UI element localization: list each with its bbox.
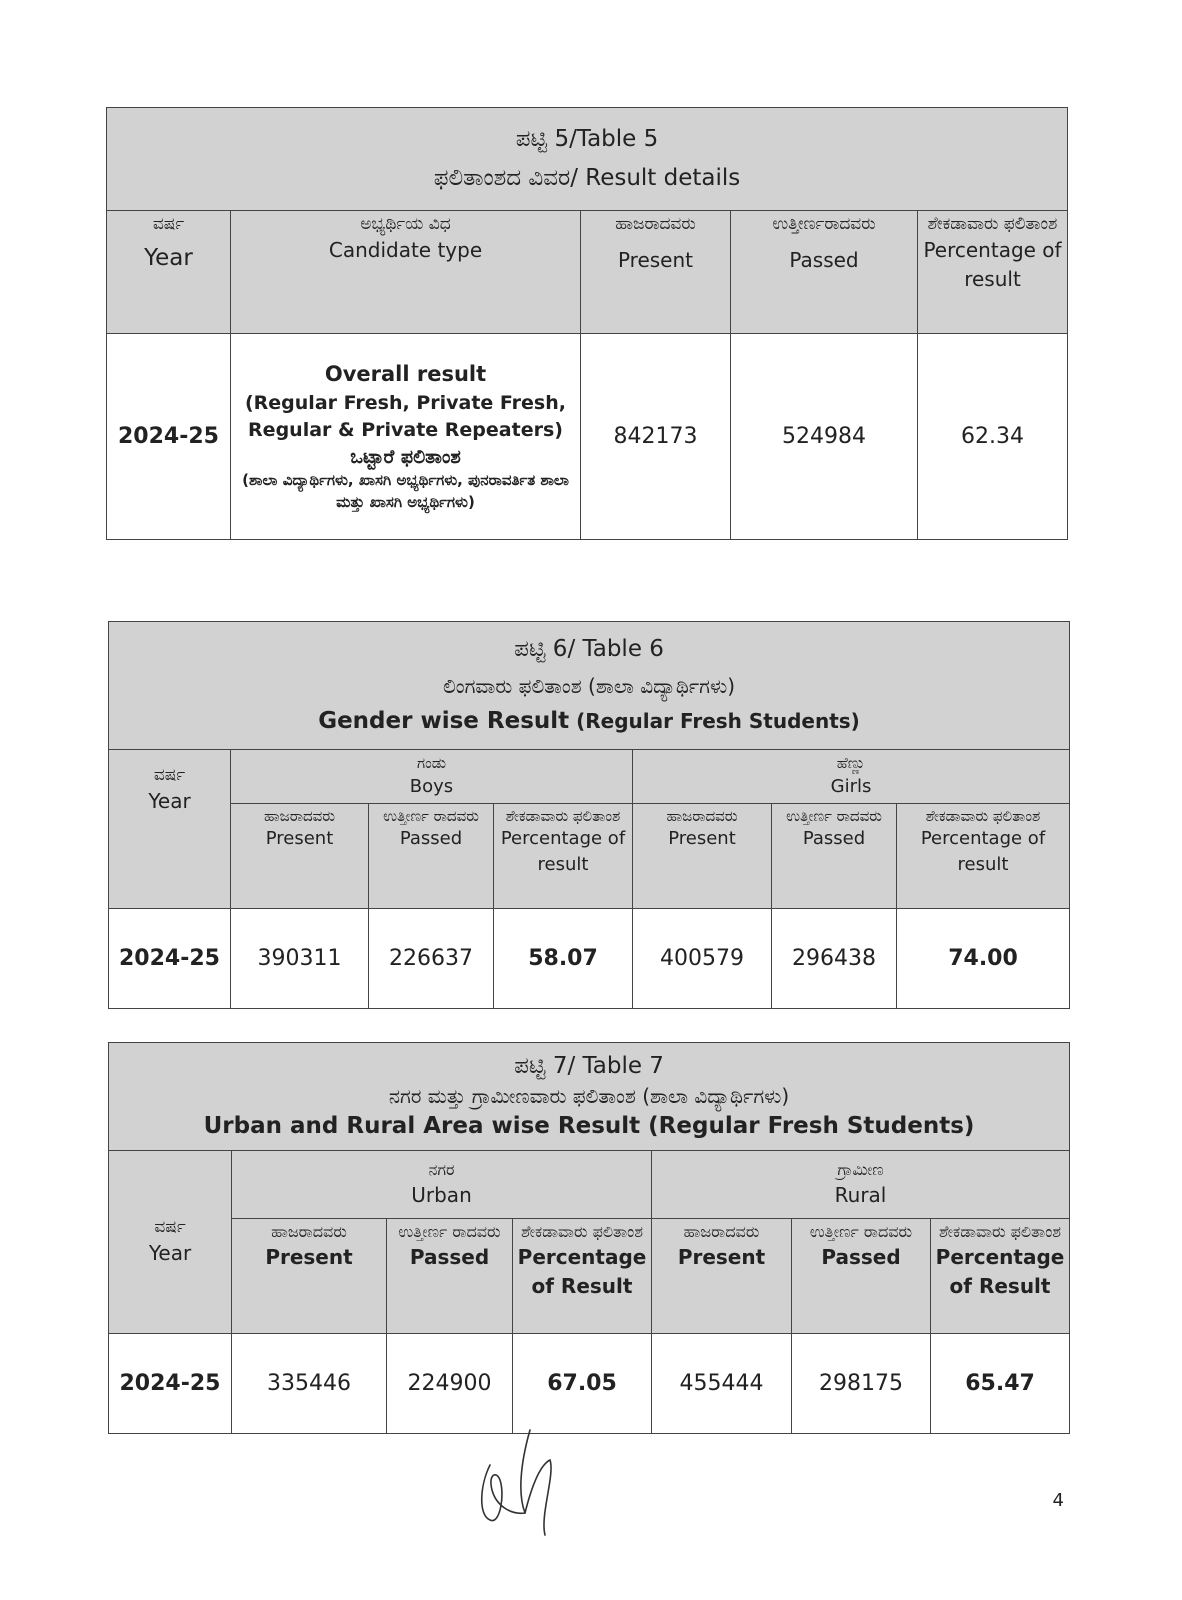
girls-percentage-header: ಶೇಕಡಾವಾರು ಫಲಿತಾಂಶ Percentage of result (897, 804, 1070, 909)
col-candidate-type-header: ಅಭ್ಯರ್ಥಿಯ ವಿಧ Candidate type (231, 211, 581, 334)
table-6 (108, 621, 1070, 1009)
table-7-subtitle-kannada: ನಗರ ಮತ್ತು ಗ್ರಾಮೀಣವಾರು ಫಲಿತಾಂಶ (ಶಾಲಾ ವಿದ್ಯಾರ್ಥಿಗಳು) (388, 1083, 790, 1108)
urban-passed-header: ಉತ್ತೀರ್ಣ ರಾದವರು Passed (387, 1219, 513, 1334)
col-percentage-header: ಶೇಕಡಾವಾರು ಫಲಿತಾಂಶ Percentage of result (918, 211, 1068, 334)
table-7 (108, 1042, 1070, 1434)
table-6-title-cell (109, 622, 1070, 750)
year-cell: 2024-25 (109, 1334, 232, 1434)
table-6-subtitle-english: Gender wise Result (Regular Fresh Students) (318, 707, 860, 734)
rural-passed-cell: 298175 (792, 1334, 931, 1434)
urban-present-header: ಹಾಜರಾದವರು Present (232, 1219, 387, 1334)
rural-present-header: ಹಾಜರಾದವರು Present (652, 1219, 792, 1334)
boys-percentage-header: ಶೇಕಡಾವಾರು ಫಲಿತಾಂಶ Percentage of result (494, 804, 633, 909)
boys-group-header: ಗಂಡು Boys (231, 750, 633, 804)
girls-present-cell: 400579 (633, 909, 772, 1009)
urban-passed-cell: 224900 (387, 1334, 513, 1434)
col-passed-header: ಉತ್ತೀರ್ಣರಾದವರು Passed (731, 211, 918, 334)
girls-passed-cell: 296438 (772, 909, 897, 1009)
girls-passed-header: ಉತ್ತೀರ್ಣ ರಾದವರು Passed (772, 804, 897, 909)
col-year-header: ವರ್ಷ Year (109, 750, 231, 909)
boys-passed-header: ಉತ್ತೀರ್ಣ ರಾದವರು Passed (369, 804, 494, 909)
table-6-subtitle-kannada: ಲಿಂಗವಾರು ಫಲಿತಾಂಶ (ಶಾಲಾ ವಿದ್ಯಾರ್ಥಿಗಳು) (443, 673, 735, 698)
table-7-title: ಪಟ್ಟಿ 7/ Table 7 (514, 1052, 664, 1079)
rural-percentage-header: ಶೇಕಡಾವಾರು ಫಲಿತಾಂಶ Percentage of Result (931, 1219, 1070, 1334)
boys-present-cell: 390311 (231, 909, 369, 1009)
col-present-header: ಹಾಜರಾದವರು Present (581, 211, 731, 334)
table-5 (106, 107, 1068, 540)
col-year-header: ವರ್ಷ Year (109, 1151, 232, 1334)
rural-present-cell: 455444 (652, 1334, 792, 1434)
passed-cell: 524984 (731, 334, 918, 540)
col-year-header: ವರ್ಷ Year (107, 211, 231, 334)
candidate-type-cell: Overall result (Regular Fresh, Private Fresh, Regular & Private Repeaters) ಒಟ್ಟಾರೆ ಫಲಿತಾಂಶ (ಶಾಲಾ ವಿದ್ಯಾರ್ಥಿಗಳು, ಖಾಸಗಿ ಅಭ್ಯರ್ಥಿಗಳು, ಪುನರಾವರ್ತಿತ ಶಾಲಾ ಮತ್ತು ಖಾಸಗಿ ಅಭ್ಯರ್ಥಿಗಳು) (231, 334, 581, 540)
girls-present-header: ಹಾಜರಾದವರು Present (633, 804, 772, 909)
urban-group-header: ನಗರ Urban (232, 1151, 652, 1219)
year-cell: 2024-25 (107, 334, 231, 540)
table-5-title-cell (107, 108, 1068, 211)
rural-percentage-cell: 65.47 (931, 1334, 1070, 1434)
table-7-subtitle-english: Urban and Rural Area wise Result (Regular Fresh Students) (203, 1112, 975, 1139)
girls-percentage-cell: 74.00 (897, 909, 1070, 1009)
table-7-title-cell (109, 1043, 1070, 1151)
table-6-title: ಪಟ್ಟಿ 6/ Table 6 (514, 636, 664, 663)
boys-percentage-cell: 58.07 (494, 909, 633, 1009)
table-row (109, 1334, 1070, 1434)
present-cell: 842173 (581, 334, 731, 540)
boys-present-header: ಹಾಜರಾದವರು Present (231, 804, 369, 909)
table-5-title: ಪಟ್ಟಿ 5/Table 5 (515, 125, 659, 152)
table-5-subtitle: ಫಲಿತಾಂಶದ ವಿವರ/ Result details (433, 165, 741, 191)
table-row (109, 909, 1070, 1009)
urban-percentage-cell: 67.05 (513, 1334, 652, 1434)
year-cell: 2024-25 (109, 909, 231, 1009)
boys-passed-cell: 226637 (369, 909, 494, 1009)
urban-percentage-header: ಶೇಕಡಾವಾರು ಫಲಿತಾಂಶ Percentage of Result (513, 1219, 652, 1334)
page-number: 4 (1052, 1490, 1064, 1511)
girls-group-header: ಹೆಣ್ಣು Girls (633, 750, 1070, 804)
rural-group-header: ಗ್ರಾಮೀಣ Rural (652, 1151, 1070, 1219)
percentage-cell: 62.34 (918, 334, 1068, 540)
rural-passed-header: ಉತ್ತೀರ್ಣ ರಾದವರು Passed (792, 1219, 931, 1334)
handwritten-signature (470, 1425, 580, 1545)
urban-present-cell: 335446 (232, 1334, 387, 1434)
table-row (107, 334, 1068, 540)
